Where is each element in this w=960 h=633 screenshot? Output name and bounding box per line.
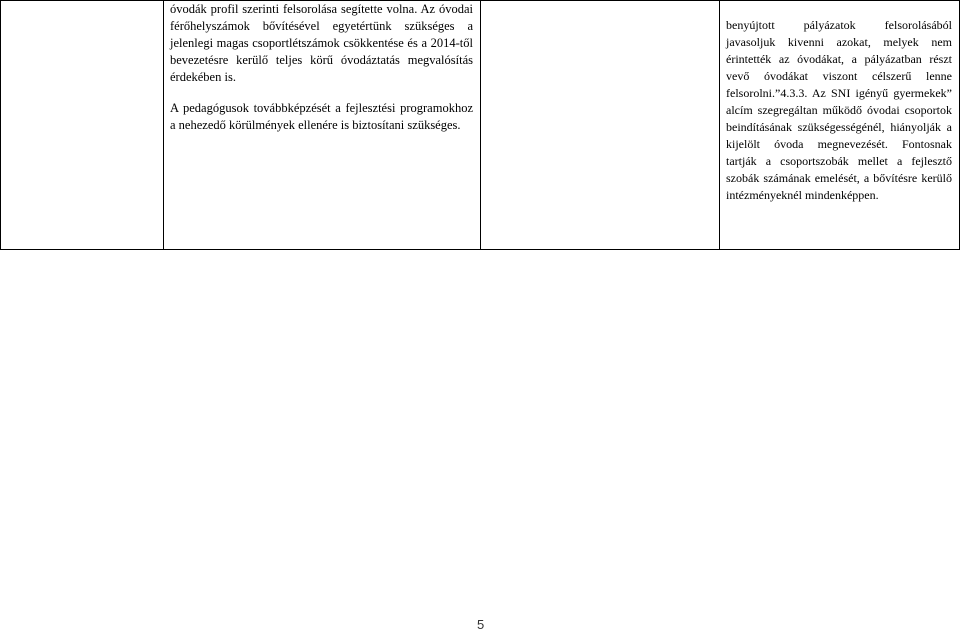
cell-paragraph: A pedagógusok továbbképzését a fejlesztési programokhoz a nehezedő körülmények ellenére is biztosítani szükséges.: [170, 101, 473, 132]
table-cell-response: [726, 17, 952, 204]
table-column-border: [480, 0, 481, 250]
page-number: 5: [477, 617, 485, 632]
table-column-border: [719, 0, 720, 250]
table-cell-comments: [170, 1, 473, 134]
cell-paragraph: óvodák profil szerinti felsorolása segítette volna. Az óvodai férőhelyszámok bővítésével egyetértünk szükséges a jelenlegi magas csoportlétszámok csökkentése és a 2014-től bevezetésre kerülő teljes körű óvodáztatás megvalósítás érdekében is.: [170, 2, 473, 84]
table-column-border: [0, 0, 1, 250]
table-column-border: [163, 0, 164, 250]
cell-paragraph: benyújtott pályázatok felsorolásából javasoljuk kivenni azokat, melyek nem érintették az óvodákat, a pályázatban részt vevő óvodákat viszont célszerű lenne felsorolni.”4.3.3. Az SNI igényű gyermekek” alcím szegregáltan működő óvodai csoportok beindításának szükségességénél, hiányolják a kijelölt óvoda megnevezését. Fontosnak tartják a csoportszobák mellet a fejlesztő szobák számának emelését, a bővítésre kerülő intézményeknél mindenképpen.: [726, 18, 952, 202]
table: [0, 0, 960, 250]
